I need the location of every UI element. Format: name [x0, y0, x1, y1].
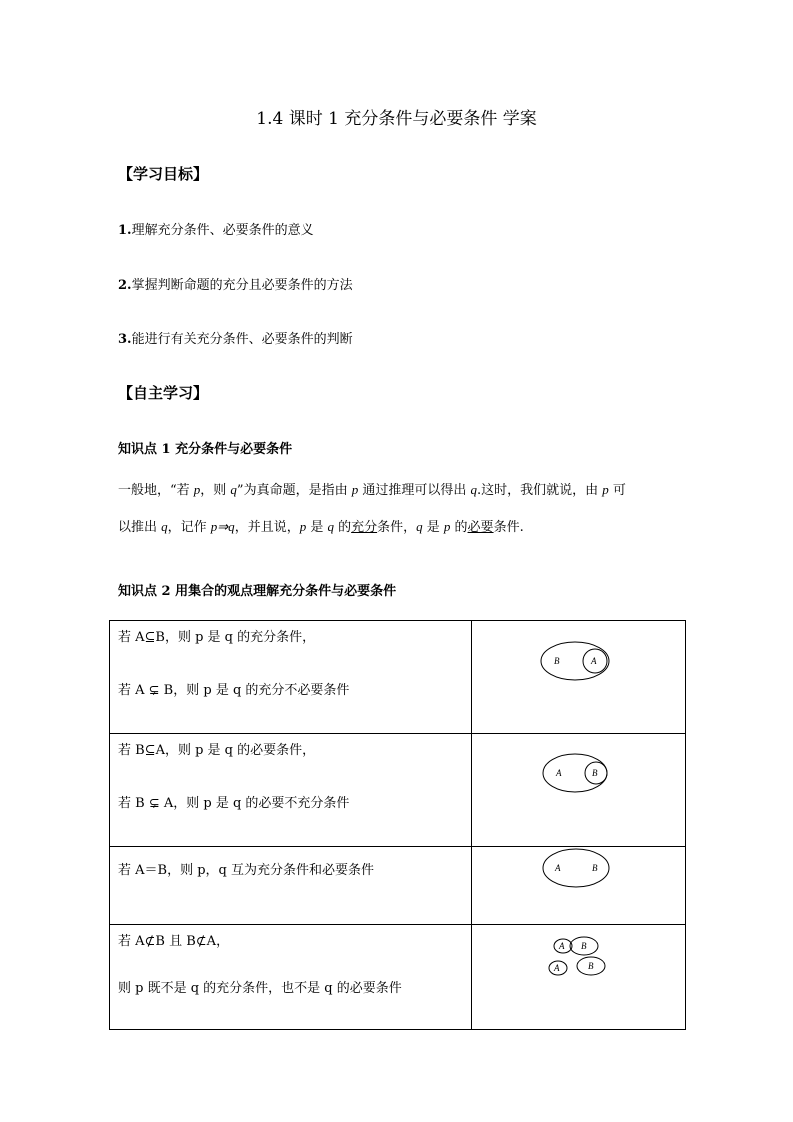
- objective-text: 能进行有关充分条件、必要条件的判断: [131, 332, 353, 347]
- knowledge-point-1-heading: 知识点 1 充分条件与必要条件: [118, 442, 293, 457]
- label-b-overlap: B: [581, 941, 587, 951]
- section-heading-objectives: 【学习目标】: [118, 165, 209, 183]
- row-1-line-1: 若 A⊆B，则 p 是 q 的充分条件，: [118, 630, 316, 645]
- objective-number: 3.: [118, 332, 132, 347]
- label-a-overlap: A: [559, 941, 565, 951]
- label-inner: B: [592, 768, 598, 778]
- equal-ellipse: [543, 849, 609, 887]
- venn-diagram-subset: [472, 621, 683, 729]
- table-cell-diagram: [472, 621, 686, 734]
- row-3-line-1: 若 A＝B，则 p，q 互为充分条件和必要条件: [118, 863, 374, 878]
- label-right: B: [592, 863, 598, 873]
- row-4-line-2: 则 p 既不是 q 的充分条件，也不是 q 的必要条件: [118, 981, 402, 996]
- table-cell-text: [110, 925, 472, 1030]
- page-title: 1.4 课时 1 充分条件与必要条件 学案: [256, 109, 537, 129]
- table-row: [110, 847, 686, 925]
- objective-item-2: [118, 274, 353, 293]
- label-inner: A: [591, 656, 597, 666]
- label-b-disjoint: B: [588, 961, 594, 971]
- kp1-paragraph-line-1: 一般地，“若 p，则 q”为真命题，是指由 p 通过推理可以得出 q.这时，我们就说，由 p 可: [118, 482, 626, 498]
- objective-text: 掌握判断命题的充分且必要条件的方法: [131, 278, 353, 293]
- table-row: [110, 621, 686, 734]
- label-left: A: [555, 863, 561, 873]
- table-cell-diagram: [472, 734, 686, 847]
- row-1-line-2: 若 A ⊊ B，则 p 是 q 的充分不必要条件: [118, 683, 350, 698]
- objective-item-3: [118, 328, 353, 347]
- section-heading-self-study: 【自主学习】: [118, 384, 209, 402]
- underlined-answer-sufficient: 充分: [351, 520, 378, 535]
- table-cell-text: [110, 621, 472, 734]
- table-cell-diagram: [472, 847, 686, 925]
- outer-ellipse: [541, 642, 609, 680]
- table-cell-text: [110, 734, 472, 847]
- label-outer: A: [556, 768, 562, 778]
- set-relations-table: [109, 620, 686, 1030]
- row-2-line-2: 若 B ⊊ A，则 p 是 q 的必要不充分条件: [118, 796, 350, 811]
- table-cell-text: [110, 847, 472, 925]
- objective-number: 1.: [118, 223, 132, 238]
- label-outer: B: [554, 656, 560, 666]
- table-row: [110, 734, 686, 847]
- objective-number: 2.: [118, 278, 132, 293]
- venn-diagram-no-relation: [472, 925, 683, 1025]
- row-2-line-1: 若 B⊆A，则 p 是 q 的必要条件，: [118, 743, 316, 758]
- table-cell-diagram: [472, 925, 686, 1030]
- knowledge-point-2-heading: 知识点 2 用集合的观点理解充分条件与必要条件: [118, 584, 397, 599]
- venn-diagram-superset: [472, 734, 683, 842]
- objective-item-1: [118, 219, 314, 238]
- venn-diagram-equal: [472, 847, 683, 920]
- row-4-line-1: 若 A⊄B 且 B⊄A，: [118, 934, 230, 949]
- label-a-disjoint: A: [554, 963, 560, 973]
- table-row: [110, 925, 686, 1030]
- kp1-paragraph-line-2: 以推出 q，记作 p⇒q，并且说，p 是 q 的充分条件，q 是 p 的必要条件.: [118, 519, 524, 535]
- underlined-answer-necessary: 必要: [467, 520, 494, 535]
- objective-text: 理解充分条件、必要条件的意义: [131, 223, 314, 238]
